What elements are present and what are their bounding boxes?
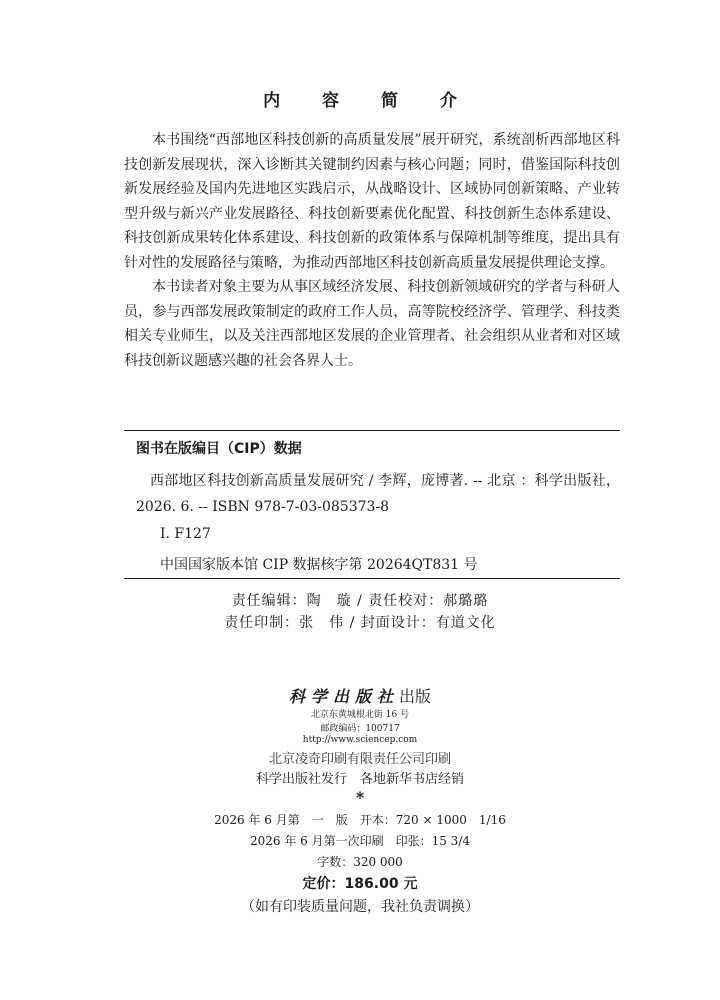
cip-classification: Ⅰ. F127 [160, 526, 211, 542]
publisher-website: http://www.sciencep.com [302, 735, 418, 745]
intro-paragraph-1: 本书围绕“西部地区科技创新的高质量发展”展开研究，系统剖析西部地区科技创新发展现状，深入诊断其关键制约因素与核心问题；同时，借鉴国际科技创新发展经验及国内先进地区实践启示，从战略设计、区域协同创新策略、产业转型升级与新兴产业发展路径、科技创新要素优化配置、科技创新生态体系建设、科技创新成果转化体系建设、科技创新的政策体系与保障机制等维度，提出具有针对性的发展路径与策略，为推动西部地区科技创新高质量发展提供理论支撑。 [124, 132, 620, 271]
printer-line: 北京凌奇印刷有限责任公司印刷 [268, 752, 451, 767]
editor-credits-line-1: 责任编辑：陶 璇 / 责任校对：郝璐璐 [231, 593, 489, 609]
publisher-suffix: 出版 [399, 687, 432, 706]
distributor-line: 科学出版社发行 各地新华书店经销 [255, 772, 464, 787]
intro-text [124, 128, 620, 373]
cip-body: 西部地区科技创新高质量发展研究 / 李辉，庞博著. -- 北京 ：科学出版社，2026. 6. -- ISBN 978-7-03-085373-8 [136, 473, 620, 515]
publisher-logo-text: 科学出版社 [288, 687, 399, 706]
editor-credits-line-2: 责任印制：张 伟 / 封面设计：有道文化 [224, 615, 496, 631]
intro-paragraph-2: 本书读者对象主要为从事区域经济发展、科技创新领域研究的学者与科研人员，参与西部发展政策制定的政府工作人员，高等院校经济学、管理学、科技类相关专业师生，以及关注西部地区发展的企业管理者、社会组织从业者和对区域科技创新议题感兴趣的社会各界人士。 [124, 279, 620, 369]
cip-record-number: 中国国家版本馆 CIP 数据核字第 20264QT831 号 [160, 557, 478, 573]
publisher-postcode: 邮政编码：100717 [320, 724, 400, 734]
edition-line-2: 2026 年 6 月第一次印刷 印张：15 3/4 [249, 834, 470, 848]
edition-line-3: 字数：320 000 [317, 855, 403, 869]
intro-title: 内 容 简 介 [263, 91, 475, 111]
quality-notice: （如有印装质量问题，我社负责调换） [241, 899, 479, 915]
publisher-address: 北京东黄城根北街 16 号 [310, 710, 410, 720]
editor-credits [0, 590, 720, 634]
cip-top-rule [124, 430, 620, 431]
cip-heading: 图书在版编目（CIP）数据 [136, 441, 302, 457]
price: 定价：186.00 元 [302, 876, 418, 892]
cip-bottom-rule [124, 578, 620, 579]
publisher-line [0, 684, 720, 707]
separator-star: * [355, 788, 365, 807]
edition-line-1: 2026 年 6 月第 一 版 开本：720 × 1000 1/16 [214, 813, 506, 827]
